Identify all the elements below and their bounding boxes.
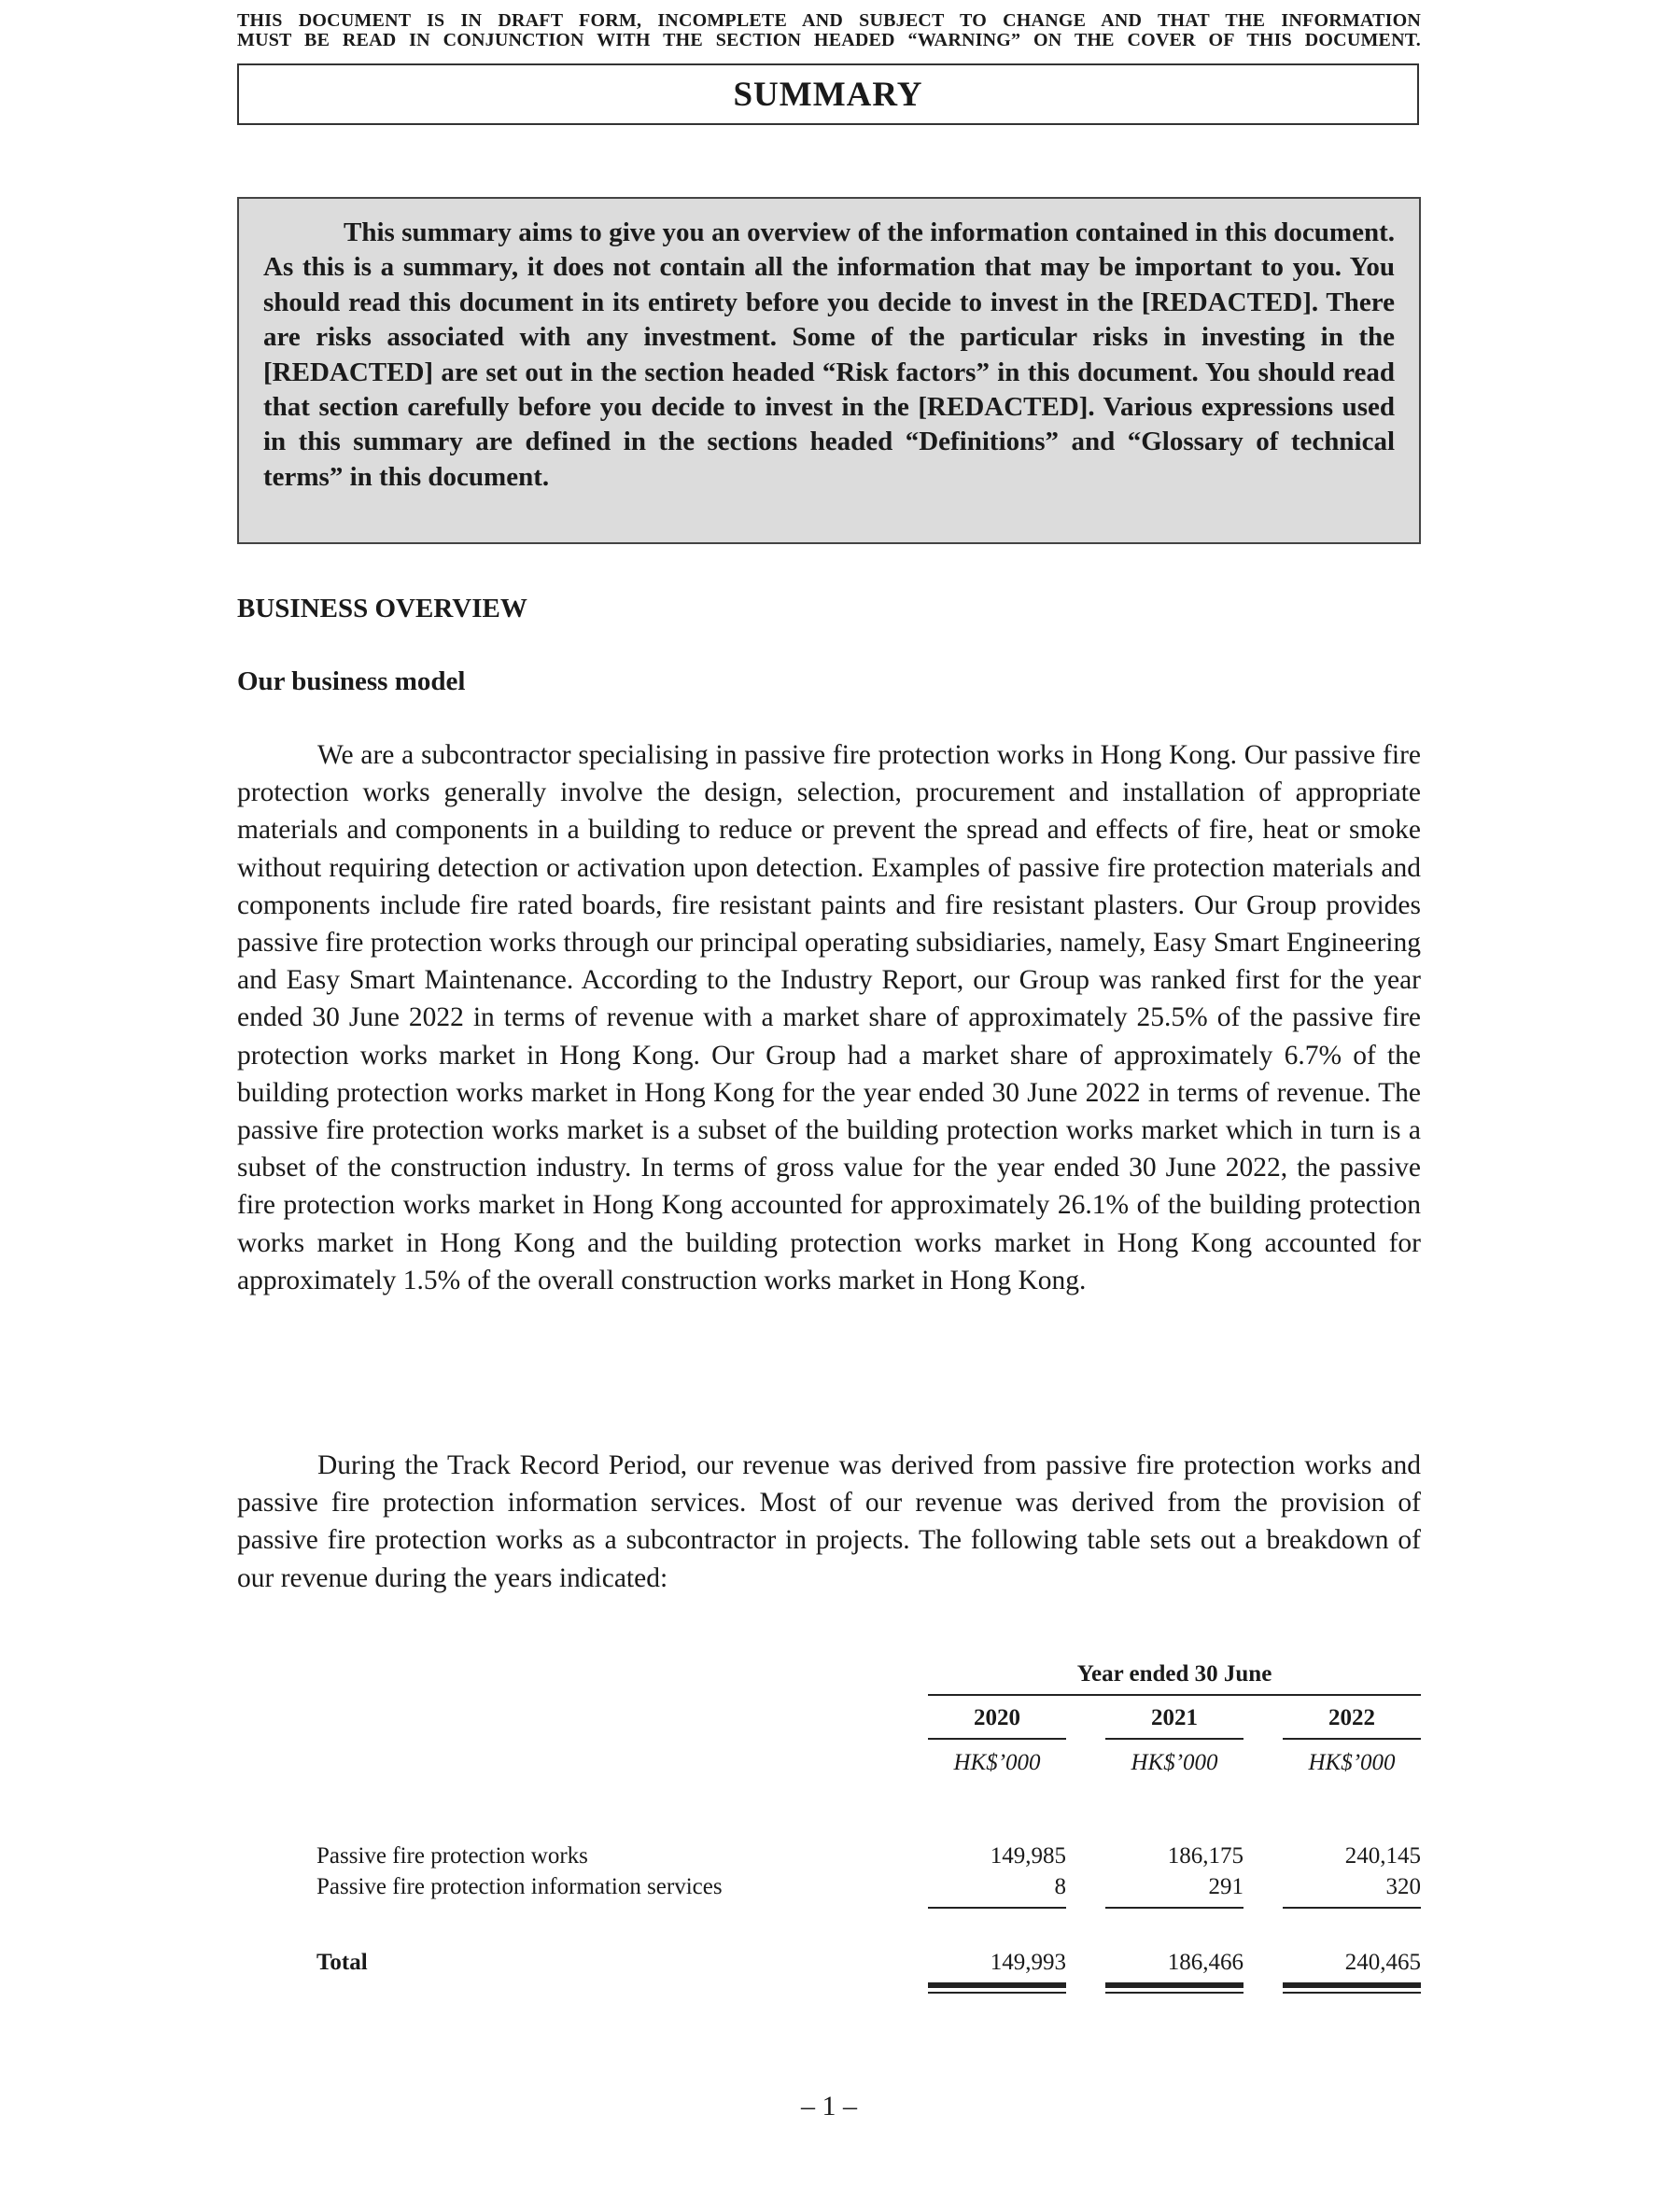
paragraph-revenue-intro: During the Track Record Period, our revenue was derived from passive fire protection works and passive fire protection information services. Most of our revenue was derived from the provision of passive fire protection works as a subcontractor in projects. The following table sets out a breakdown of our revenue during the years indicated: — [237, 1450, 1421, 1593]
table-total-rule-thick — [928, 1982, 1066, 1988]
table-total-rule-thin — [1283, 1992, 1421, 1994]
table-subtotal-rule — [928, 1907, 1066, 1909]
table-cell: 320 — [1385, 1874, 1421, 1899]
table-total-cell: 186,466 — [1167, 1950, 1244, 1975]
table-year-rule — [928, 1738, 1066, 1740]
table-group-header: Year ended 30 June — [1076, 1661, 1272, 1687]
table-group-rule — [928, 1694, 1421, 1696]
draft-notice-line-2: MUST BE READ IN CONJUNCTION WITH THE SECTION HEADED “WARNING” ON THE COVER OF THIS DOCUMENT. — [237, 30, 1421, 50]
summary-disclaimer-text: This summary aims to give you an overview of the information contained in this document. As this is a summary, it does not contain all the information that may be important to you. You should read this document in its entirety before you decide to invest in the [REDACTED]. There are risks associated with any investment. Some of the particular risks in investing in the [REDACTED] are set out in the section headed “Risk factors” in this document. You should read that section carefully before you decide to invest in the [REDACTED]. Various expressions used in this summary are defined in the sections headed “Definitions” and “Glossary of technical terms” in this document. — [263, 217, 1395, 492]
table-cell: 149,985 — [990, 1843, 1066, 1869]
table-year-header: 2020 — [974, 1705, 1020, 1730]
table-unit-label: HK$’000 — [1308, 1750, 1396, 1775]
table-total-label: Total — [316, 1950, 368, 1975]
table-year-rule — [1283, 1738, 1421, 1740]
draft-notice-line-1: THIS DOCUMENT IS IN DRAFT FORM, INCOMPLETE AND SUBJECT TO CHANGE AND THAT THE INFORMATION — [237, 10, 1421, 31]
section-heading: BUSINESS OVERVIEW — [237, 594, 527, 623]
table-total-cell: 240,465 — [1344, 1950, 1421, 1975]
table-year-header: 2022 — [1328, 1705, 1375, 1730]
table-cell: 186,175 — [1167, 1843, 1244, 1869]
draft-notice — [237, 11, 1421, 50]
table-total-rule-thin — [928, 1992, 1066, 1994]
table-unit-label: HK$’000 — [1131, 1750, 1218, 1775]
page-number: – 1 – — [801, 2091, 857, 2121]
paragraph-business-model: We are a subcontractor specialising in passive fire protection works in Hong Kong. Our passive fire protection works generally involve the design, selection, procurement and installation of appropriate materials and components in a building to reduce or prevent the spread and effects of fire, heat or smoke without requiring detection or activation upon detection. Examples of passive fire protection materials and components include fire rated boards, fire resistant paints and fire resistant plasters. Our Group provides passive fire protection works through our principal operating subsidiaries, namely, Easy Smart Engineering and Easy Smart Maintenance. According to the Industry Report, our Group was ranked first for the year ended 30 June 2022 in terms of revenue with a market share of approximately 25.5% of the passive fire protection works market in Hong Kong. Our Group had a market share of approximately 6.7% of the building protection works market in Hong Kong for the year ended 30 June 2022 in terms of revenue. The passive fire protection works market is a subset of the building protection works market which in turn is a subset of the construction industry. In terms of gross value for the year ended 30 June 2022, the passive fire protection works market in Hong Kong accounted for approximately 26.1% of the building protection works market in Hong Kong and the building protection works market in Hong Kong accounted for approximately 1.5% of the overall construction works market in Hong Kong. — [237, 740, 1421, 1295]
table-cell: 240,145 — [1344, 1843, 1421, 1869]
subsection-heading: Our business model — [237, 666, 466, 696]
table-total-rule-thick — [1105, 1982, 1244, 1988]
table-cell: 291 — [1208, 1874, 1244, 1899]
table-total-rule-thin — [1105, 1992, 1244, 1994]
table-row-label: Passive fire protection information services — [316, 1874, 723, 1899]
table-total-cell: 149,993 — [990, 1950, 1066, 1975]
table-subtotal-rule — [1283, 1907, 1421, 1909]
table-unit-label: HK$’000 — [953, 1750, 1041, 1775]
table-row-label: Passive fire protection works — [316, 1843, 588, 1869]
page-title: SUMMARY — [237, 63, 1419, 125]
table-total-rule-thick — [1283, 1982, 1421, 1988]
table-year-header: 2021 — [1151, 1705, 1198, 1730]
table-subtotal-rule — [1105, 1907, 1244, 1909]
summary-disclaimer-box — [237, 197, 1421, 544]
table-year-rule — [1105, 1738, 1244, 1740]
table-cell: 8 — [1054, 1874, 1066, 1899]
